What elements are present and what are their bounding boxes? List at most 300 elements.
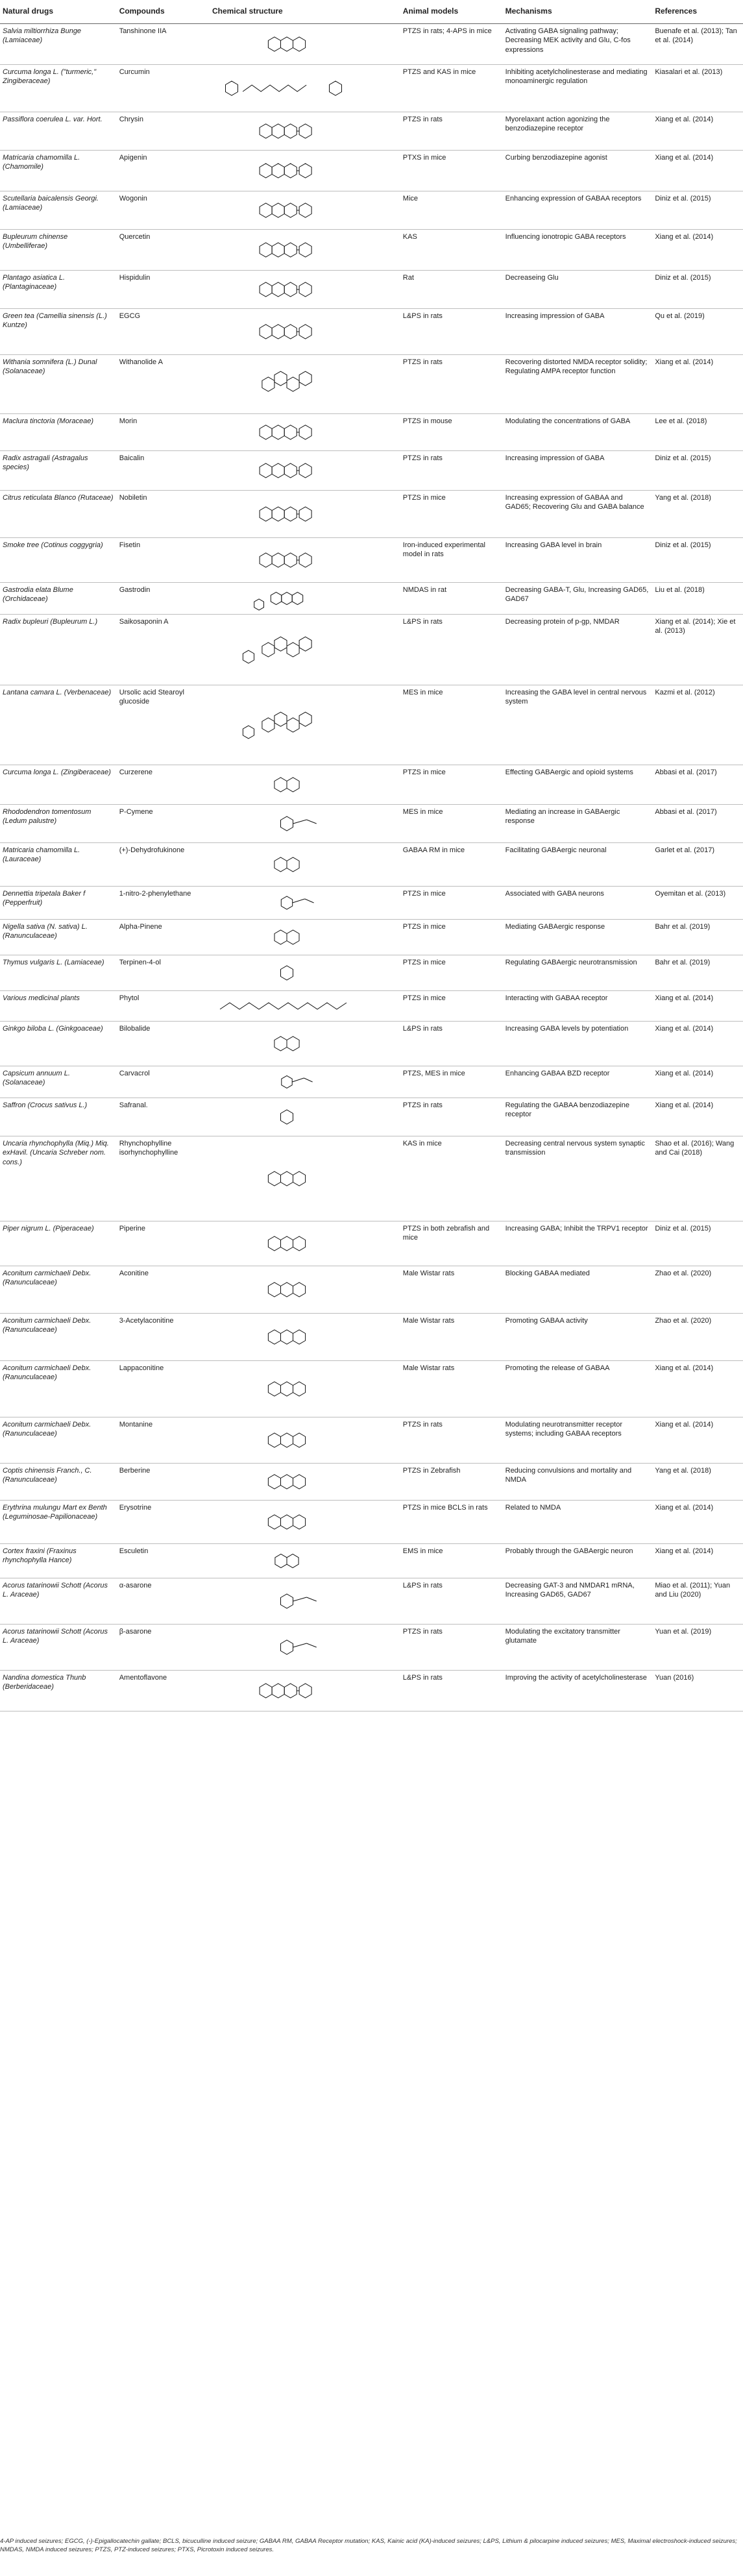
table-row (0, 355, 743, 414)
mechanism-cell: Promoting the release of GABAA (503, 1361, 653, 1417)
chemical-structure-drawing (212, 889, 361, 916)
structure-cell (210, 451, 400, 491)
mechanism-cell: Modulating the concentrations of GABA (503, 414, 653, 451)
animal-model-cell: PTZS in Zebrafish (400, 1464, 503, 1501)
reference-cell: Xiang et al. (2014) (652, 112, 743, 151)
table-row (0, 1314, 743, 1361)
reference-cell: Zhao et al. (2020) (652, 1266, 743, 1314)
structure-cell (210, 1464, 400, 1501)
mechanism-cell: Increasing GABA level in brain (503, 538, 653, 583)
animal-model-cell: PTZS in rats (400, 1625, 503, 1671)
mechanism-cell: Recovering distorted NMDA receptor solidity; Regulating AMPA receptor function (503, 355, 653, 414)
drug-cell: Maclura tinctoria (Moraceae) (0, 414, 117, 451)
animal-model-cell: PTZS in rats (400, 1098, 503, 1136)
drug-cell: Lantana camara L. (Verbenaceae) (0, 685, 117, 765)
structure-cell (210, 112, 400, 151)
header-references: References (652, 0, 743, 24)
chemical-structure-drawing (212, 67, 361, 109)
reference-cell: Kazmi et al. (2012) (652, 685, 743, 765)
chemical-structure-drawing (212, 922, 361, 952)
drug-cell: Scutellaria baicalensis Georgi. (Lamiaceae) (0, 191, 117, 230)
compound-cell: Montanine (117, 1417, 210, 1464)
compound-cell: Alpha-Pinene (117, 920, 210, 955)
compound-cell: Ursolic acid Stearoyl glucoside (117, 685, 210, 765)
table-row (0, 1464, 743, 1501)
animal-model-cell: PTZS in mice (400, 765, 503, 805)
header-mechanisms: Mechanisms (503, 0, 653, 24)
table-row (0, 24, 743, 65)
mechanism-cell: Modulating neurotransmitter receptor systems; including GABAA receptors (503, 1417, 653, 1464)
chemical-structure-drawing (212, 1139, 361, 1218)
structure-cell (210, 24, 400, 65)
chemical-structure-drawing (212, 541, 361, 580)
structure-cell (210, 414, 400, 451)
compound-cell: Morin (117, 414, 210, 451)
drug-cell: Various medicinal plants (0, 991, 117, 1022)
reference-cell: Yuan et al. (2019) (652, 1625, 743, 1671)
structure-cell (210, 309, 400, 355)
drug-cell: Acorus tatarinowii Schott (Acorus L. Araceae) (0, 1578, 117, 1625)
structure-cell (210, 920, 400, 955)
compound-cell: Withanolide A (117, 355, 210, 414)
reference-cell: Diniz et al. (2015) (652, 538, 743, 583)
compound-cell: Quercetin (117, 230, 210, 271)
table-row (0, 843, 743, 887)
compound-cell: Fisetin (117, 538, 210, 583)
table-row (0, 491, 743, 538)
structure-cell (210, 1501, 400, 1544)
compound-cell: Safranal. (117, 1098, 210, 1136)
animal-model-cell: MES in mice (400, 805, 503, 843)
table-row (0, 1022, 743, 1066)
chemical-structure-drawing (212, 194, 361, 227)
animal-model-cell: PTZS in rats (400, 112, 503, 151)
animal-model-cell: GABAA RM in mice (400, 843, 503, 887)
drug-cell: Aconitum carmichaeli Debx. (Ranunculaceae) (0, 1266, 117, 1314)
compound-cell: 1-nitro-2-phenylethane (117, 887, 210, 920)
reference-cell: Yang et al. (2018) (652, 491, 743, 538)
mechanism-cell: Increasing the GABA level in central nervous system (503, 685, 653, 765)
drug-cell: Nigella sativa (N. sativa) L. (Ranunculaceae) (0, 920, 117, 955)
animal-model-cell: PTZS in mice (400, 920, 503, 955)
drug-cell: Rhododendron tomentosum (Ledum palustre) (0, 805, 117, 843)
chemical-structure-drawing (212, 846, 361, 883)
reference-cell: Xiang et al. (2014) (652, 355, 743, 414)
compound-cell: Terpinen-4-ol (117, 955, 210, 991)
drug-cell: Uncaria rhynchophylla (Miq.) Miq. exHavil. (Uncaria Schreber nom. cons.) (0, 1136, 117, 1221)
table-row (0, 765, 743, 805)
mechanism-cell: Modulating the excitatory transmitter glutamate (503, 1625, 653, 1671)
table-row (0, 1136, 743, 1221)
chemical-structure-drawing (212, 1420, 361, 1460)
reference-cell: Xiang et al. (2014) (652, 151, 743, 191)
drug-cell: Ginkgo biloba L. (Ginkgoaceae) (0, 1022, 117, 1066)
reference-cell: Lee et al. (2018) (652, 414, 743, 451)
drug-cell: Citrus reticulata Blanco (Rutaceae) (0, 491, 117, 538)
animal-model-cell: Mice (400, 191, 503, 230)
drug-cell: Gastrodia elata Blume (Orchidaceae) (0, 583, 117, 615)
chemical-structure-drawing (212, 1547, 361, 1575)
structure-cell (210, 271, 400, 309)
reference-cell: Xiang et al. (2014); Xie et al. (2013) (652, 615, 743, 685)
table-row (0, 230, 743, 271)
reference-cell: Yuan (2016) (652, 1671, 743, 1711)
animal-model-cell: PTZS in mice BCLS in rats (400, 1501, 503, 1544)
reference-cell: Bahr et al. (2019) (652, 955, 743, 991)
drug-cell: Coptis chinensis Franch., C.(Ranunculaceae) (0, 1464, 117, 1501)
compound-cell: Apigenin (117, 151, 210, 191)
chemical-structure-drawing (212, 1581, 361, 1621)
table-row (0, 191, 743, 230)
reference-cell: Xiang et al. (2014) (652, 1544, 743, 1578)
chemical-structure-drawing (212, 1069, 361, 1095)
drug-cell: Radix bupleuri (Bupleurum L.) (0, 615, 117, 685)
drug-cell: Saffron (Crocus sativus L.) (0, 1098, 117, 1136)
table-row (0, 451, 743, 491)
chemical-structure-drawing (212, 273, 361, 306)
table-row (0, 1417, 743, 1464)
mechanism-cell: Increasing GABA levels by potentiation (503, 1022, 653, 1066)
table-row (0, 1625, 743, 1671)
drug-cell: Passiflora coerulea L. var. Hort. (0, 112, 117, 151)
compound-cell: Erysotrine (117, 1501, 210, 1544)
structure-cell (210, 230, 400, 271)
compound-cell: Piperine (117, 1221, 210, 1266)
reference-cell: Garlet et al. (2017) (652, 843, 743, 887)
animal-model-cell: NMDAS in rat (400, 583, 503, 615)
mechanism-cell: Enhancing expression of GABAA receptors (503, 191, 653, 230)
chemical-structure-drawing (212, 115, 361, 147)
drug-cell: Plantago asiatica L. (Plantaginaceae) (0, 271, 117, 309)
compound-cell: Amentoflavone (117, 1671, 210, 1711)
structure-cell (210, 805, 400, 843)
compound-cell: Curcumin (117, 65, 210, 112)
drug-cell: Bupleurum chinense (Umbelliferae) (0, 230, 117, 271)
mechanism-cell: Increasing impression of GABA (503, 309, 653, 355)
table-row (0, 887, 743, 920)
reference-cell: Xiang et al. (2014) (652, 1098, 743, 1136)
structure-cell (210, 1022, 400, 1066)
drug-cell: Withania somnifera (L.) Dunal (Solanaceae) (0, 355, 117, 414)
structure-cell (210, 1066, 400, 1098)
compound-cell: Rhynchophylline isorhynchophylline (117, 1136, 210, 1221)
structure-cell (210, 1266, 400, 1314)
reference-cell: Buenafe et al. (2013); Tan et al. (2014) (652, 24, 743, 65)
structure-cell (210, 1361, 400, 1417)
mechanism-cell: Myorelaxant action agonizing the benzodiazepine receptor (503, 112, 653, 151)
reference-cell: Oyemitan et al. (2013) (652, 887, 743, 920)
table-row (0, 1221, 743, 1266)
compound-cell: Chrysin (117, 112, 210, 151)
animal-model-cell: PTZS in mice (400, 955, 503, 991)
mechanism-cell: Curbing benzodiazepine agonist (503, 151, 653, 191)
reference-cell: Xiang et al. (2014) (652, 230, 743, 271)
table-row (0, 1066, 743, 1098)
structure-cell (210, 583, 400, 615)
structure-cell (210, 491, 400, 538)
drug-cell: Erythrina mulungu Mart ex Benth (Leguminosae-Papilionaceae) (0, 1501, 117, 1544)
drug-cell: Green tea (Camellia sinensis (L.) Kuntze) (0, 309, 117, 355)
mechanism-cell: Probably through the GABAergic neuron (503, 1544, 653, 1578)
table-row (0, 271, 743, 309)
mechanism-cell: Decreaseing Glu (503, 271, 653, 309)
mechanism-cell: Decreasing central nervous system synaptic transmission (503, 1136, 653, 1221)
chemical-structure-drawing (212, 1316, 361, 1358)
structure-cell (210, 1221, 400, 1266)
animal-model-cell: Male Wistar rats (400, 1266, 503, 1314)
mechanism-cell: Increasing impression of GABA (503, 451, 653, 491)
reference-cell: Miao et al. (2011); Yuan and Liu (2020) (652, 1578, 743, 1625)
mechanism-cell: Effecting GABAergic and opioid systems (503, 765, 653, 805)
structure-cell (210, 685, 400, 765)
chemical-structure-drawing (212, 1627, 361, 1667)
compound-cell: 3-Acetylaconitine (117, 1314, 210, 1361)
drug-cell: Thymus vulgaris L. (Lamiaceae) (0, 955, 117, 991)
chemical-structure-drawing (212, 807, 361, 840)
mechanism-cell: Decreasing GABA-T, Glu, Increasing GAD65, GAD67 (503, 583, 653, 615)
reference-cell: Xiang et al. (2014) (652, 1501, 743, 1544)
animal-model-cell: Male Wistar rats (400, 1361, 503, 1417)
drug-cell: Salvia miltiorrhiza Bunge (Lamiaceae) (0, 24, 117, 65)
table-row (0, 991, 743, 1022)
reference-cell: Diniz et al. (2015) (652, 271, 743, 309)
header-animal-models: Animal models (400, 0, 503, 24)
mechanism-cell: Promoting GABAA activity (503, 1314, 653, 1361)
compound-cell: EGCG (117, 309, 210, 355)
reference-cell: Xiang et al. (2014) (652, 1066, 743, 1098)
chemical-structure-drawing (212, 1364, 361, 1414)
mechanism-cell: Interacting with GABAA receptor (503, 991, 653, 1022)
chemical-structure-drawing (212, 153, 361, 188)
table-row (0, 920, 743, 955)
animal-model-cell: PTZS in rats (400, 1417, 503, 1464)
drug-cell: Cortex fraxini (Fraxinus rhynchophylla Hance) (0, 1544, 117, 1578)
drug-cell: Smoke tree (Cotinus coggygria) (0, 538, 117, 583)
reference-cell: Shao et al. (2016); Wang and Cai (2018) (652, 1136, 743, 1221)
compound-cell: Bilobalide (117, 1022, 210, 1066)
chemical-structure-drawing (212, 768, 361, 802)
table-row (0, 615, 743, 685)
reference-cell: Zhao et al. (2020) (652, 1314, 743, 1361)
compound-cell: Tanshinone IIA (117, 24, 210, 65)
mechanism-cell: Reducing convulsions and mortality and NMDA (503, 1464, 653, 1501)
mechanism-cell: Facilitating GABAergic neuronal (503, 843, 653, 887)
compound-cell: Carvacrol (117, 1066, 210, 1098)
chemical-structure-drawing (212, 1024, 361, 1063)
mechanism-cell: Increasing expression of GABAA and GAD65; Recovering Glu and GABA balance (503, 491, 653, 538)
animal-model-cell: PTZS in rats (400, 451, 503, 491)
mechanism-cell: Inhibiting acetylcholinesterase and mediating monoaminergic regulation (503, 65, 653, 112)
structure-cell (210, 887, 400, 920)
reference-cell: Diniz et al. (2015) (652, 1221, 743, 1266)
header-compounds: Compounds (117, 0, 210, 24)
structure-cell (210, 955, 400, 991)
table-row (0, 538, 743, 583)
drug-cell: Acorus tatarinowii Schott (Acorus L. Araceae) (0, 1625, 117, 1671)
structure-cell (210, 991, 400, 1022)
drug-cell: Curcuma longa L. ("turmeric," Zingiberaceae) (0, 65, 117, 112)
table-body (0, 24, 743, 1711)
reference-cell: Xiang et al. (2014) (652, 1361, 743, 1417)
structure-cell (210, 1578, 400, 1625)
table-row (0, 309, 743, 355)
reference-cell: Kiasalari et al. (2013) (652, 65, 743, 112)
table-row (0, 1098, 743, 1136)
compound-cell: Nobiletin (117, 491, 210, 538)
compound-cell: α-asarone (117, 1578, 210, 1625)
compound-cell: Saikosaponin A (117, 615, 210, 685)
reference-cell: Qu et al. (2019) (652, 309, 743, 355)
animal-model-cell: PTXS in mice (400, 151, 503, 191)
table-row (0, 1544, 743, 1578)
animal-model-cell: PTZS in mice (400, 991, 503, 1022)
table-row (0, 151, 743, 191)
structure-cell (210, 1098, 400, 1136)
compound-cell: Curzerene (117, 765, 210, 805)
mechanism-cell: Activating GABA signaling pathway; Decreasing MEK activity and Glu, C-fos expressions (503, 24, 653, 65)
reference-cell: Liu et al. (2018) (652, 583, 743, 615)
structure-cell (210, 65, 400, 112)
table-row (0, 65, 743, 112)
mechanism-cell: Mediating an increase in GABAergic response (503, 805, 653, 843)
chemical-structure-drawing (212, 417, 361, 448)
mechanism-cell: Enhancing GABAA BZD receptor (503, 1066, 653, 1098)
mechanism-cell: Mediating GABAergic response (503, 920, 653, 955)
chemical-structure-drawing (212, 1224, 361, 1263)
animal-model-cell: L&PS in rats (400, 1578, 503, 1625)
compound-cell: β-asarone (117, 1625, 210, 1671)
header-chemical-structure: Chemical structure (210, 0, 400, 24)
chemical-structure-drawing (212, 358, 361, 411)
animal-model-cell: PTZS, MES in mice (400, 1066, 503, 1098)
animal-model-cell: PTZS in both zebrafish and mice (400, 1221, 503, 1266)
mechanism-cell: Influencing ionotropic GABA receptors (503, 230, 653, 271)
mechanism-cell: Blocking GABAA mediated (503, 1266, 653, 1314)
table-row (0, 1501, 743, 1544)
chemical-structure-drawing (212, 585, 361, 611)
reference-cell: Abbasi et al. (2017) (652, 805, 743, 843)
chemical-structure-drawing (212, 493, 361, 535)
structure-cell (210, 1136, 400, 1221)
chemical-structure-drawing (212, 232, 361, 267)
chemical-structure-drawing (212, 617, 361, 682)
animal-model-cell: PTZS and KAS in mice (400, 65, 503, 112)
reference-cell: Xiang et al. (2014) (652, 1022, 743, 1066)
reference-cell: Bahr et al. (2019) (652, 920, 743, 955)
mechanism-cell: Associated with GABA neurons (503, 887, 653, 920)
table-row (0, 1671, 743, 1711)
reference-cell: Diniz et al. (2015) (652, 451, 743, 491)
structure-cell (210, 1417, 400, 1464)
structure-cell (210, 1314, 400, 1361)
drug-cell: Curcuma longa L. (Zingiberaceae) (0, 765, 117, 805)
compound-cell: Esculetin (117, 1544, 210, 1578)
drug-cell: Dennettia tripetala Baker f (Pepperfruit) (0, 887, 117, 920)
animal-model-cell: Male Wistar rats (400, 1314, 503, 1361)
compound-cell: Lappaconitine (117, 1361, 210, 1417)
animal-model-cell: Iron-induced experimental model in rats (400, 538, 503, 583)
structure-cell (210, 843, 400, 887)
chemical-structure-drawing (212, 1101, 361, 1133)
mechanism-cell: Decreasing GAT-3 and NMDAR1 mRNA, Increasing GAD65, GAD67 (503, 1578, 653, 1625)
animal-model-cell: L&PS in rats (400, 1671, 503, 1711)
compound-cell: Phytol (117, 991, 210, 1022)
table-row (0, 955, 743, 991)
reference-cell: Yang et al. (2018) (652, 1464, 743, 1501)
animal-model-cell: KAS (400, 230, 503, 271)
structure-cell (210, 615, 400, 685)
drug-cell: Aconitum carmichaeli Debx. (Ranunculaceae) (0, 1417, 117, 1464)
drug-cell: Matricaria chamomilla L. (Chamomile) (0, 151, 117, 191)
table-footnote: 4-AP induced seizures; EGCG, (-)-Epigallocatechin gallate; BCLS, bicuculline induced seizure; GABAA RM, GABAA Receptor mutation; KAS, Kainic acid (KA)-induced seizures; L&PS, Lithium & pilocarpine induced seizures; MES, Maximal electroshock-induced seizures; NMDAS, NMDA induced seizures; PTZS, PTZ-induced seizures; PTXS, Picrotoxin induced seizures. (0, 2538, 737, 2553)
mechanism-cell: Improving the activity of acetylcholinesterase (503, 1671, 653, 1711)
reference-cell: Abbasi et al. (2017) (652, 765, 743, 805)
animal-model-cell: PTZS in mice (400, 887, 503, 920)
reference-cell: Xiang et al. (2014) (652, 991, 743, 1022)
table-row (0, 414, 743, 451)
structure-cell (210, 355, 400, 414)
chemical-structure-drawing (212, 1673, 361, 1708)
chemical-structure-drawing (212, 1466, 361, 1497)
compound-cell: Aconitine (117, 1266, 210, 1314)
chemical-structure-drawing (212, 1269, 361, 1310)
structure-cell (210, 1671, 400, 1711)
mechanism-cell: Increasing GABA; Inhibit the TRPV1 receptor (503, 1221, 653, 1266)
animal-model-cell: Rat (400, 271, 503, 309)
compound-cell: Hispidulin (117, 271, 210, 309)
drug-cell: Capsicum annuum L. (Solanaceae) (0, 1066, 117, 1098)
structure-cell (210, 1625, 400, 1671)
chemical-structure-drawing (212, 312, 361, 352)
chemical-structure-drawing (212, 454, 361, 487)
drug-cell: Aconitum carmichaeli Debx. (Ranunculaceae) (0, 1361, 117, 1417)
animal-model-cell: L&PS in rats (400, 1022, 503, 1066)
chemical-structure-drawing (212, 688, 361, 762)
animal-model-cell: EMS in mice (400, 1544, 503, 1578)
structure-cell (210, 538, 400, 583)
chemical-structure-drawing (212, 27, 361, 62)
animal-model-cell: MES in mice (400, 685, 503, 765)
structure-cell (210, 191, 400, 230)
reference-cell: Xiang et al. (2014) (652, 1417, 743, 1464)
animal-model-cell: KAS in mice (400, 1136, 503, 1221)
mechanism-cell: Related to NMDA (503, 1501, 653, 1544)
structure-cell (210, 1544, 400, 1578)
compound-cell: Berberine (117, 1464, 210, 1501)
drug-cell: Nandina domestica Thunb (Berberidaceae) (0, 1671, 117, 1711)
animal-model-cell: L&PS in rats (400, 309, 503, 355)
animal-model-cell: PTZS in rats (400, 355, 503, 414)
mechanism-cell: Decreasing protein of p-gp, NMDAR (503, 615, 653, 685)
compound-cell: Gastrodin (117, 583, 210, 615)
chemical-structure-drawing (212, 958, 361, 988)
compound-cell: (+)-Dehydrofukinone (117, 843, 210, 887)
animal-model-cell: PTZS in rats; 4-APS in mice (400, 24, 503, 65)
table-row (0, 1578, 743, 1625)
mechanism-cell: Regulating the GABAA benzodiazepine receptor (503, 1098, 653, 1136)
table-row (0, 583, 743, 615)
mechanism-cell: Regulating GABAergic neurotransmission (503, 955, 653, 991)
table-header-row (0, 0, 743, 24)
drug-cell: Piper nigrum L. (Piperaceae) (0, 1221, 117, 1266)
animal-model-cell: PTZS in mice (400, 491, 503, 538)
table-row (0, 1361, 743, 1417)
table-row (0, 805, 743, 843)
structure-cell (210, 151, 400, 191)
compound-cell: Baicalin (117, 451, 210, 491)
compound-cell: P-Cymene (117, 805, 210, 843)
animal-model-cell: L&PS in rats (400, 615, 503, 685)
